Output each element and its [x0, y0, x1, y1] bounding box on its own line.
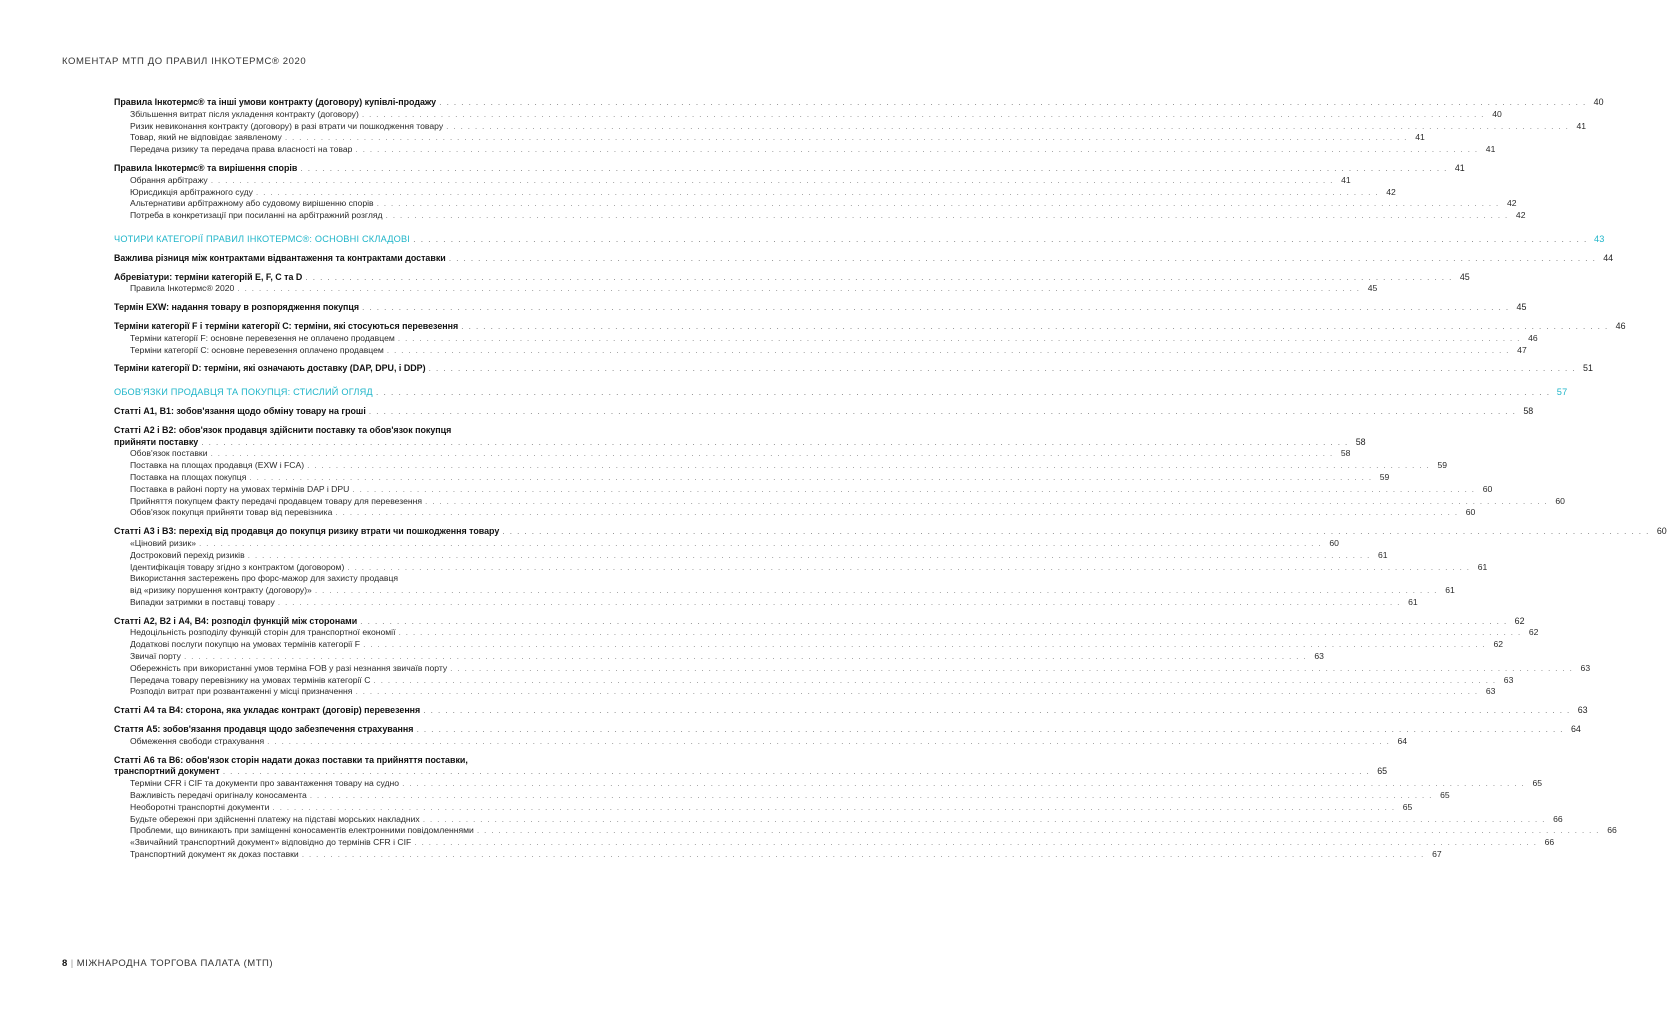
toc-entry-main[interactable]: [114, 705, 1588, 717]
toc-entry-title: Термін EXW: надання товару в розпорядження покупця: [114, 302, 360, 313]
dot-leader: [477, 825, 1600, 837]
toc-page-number: 42: [1386, 186, 1396, 197]
dot-leader: [502, 526, 1649, 538]
toc-entry-sub[interactable]: [114, 849, 1442, 861]
toc-entry-title: Обов'язок покупця прийняти товар від перевізника: [130, 507, 333, 518]
toc-entry-title: Обов'язок поставки: [130, 448, 208, 459]
toc-entry-title: Правила Інкотермс® та інші умови контракту (договору) купівлі-продажу: [114, 97, 437, 107]
toc-page-number: 63: [1503, 674, 1514, 685]
toc-entry-sub[interactable]: [114, 174, 1351, 187]
dot-leader: [285, 132, 1408, 144]
toc-entry-title: Товар, який не відповідає заявленому: [130, 132, 282, 143]
dot-leader: [302, 849, 1425, 861]
toc-entry-sub[interactable]: [114, 483, 1493, 496]
toc-entry-main[interactable]: [114, 755, 614, 767]
toc-page-number: 60: [1482, 483, 1493, 494]
toc-page-number: 60: [1555, 495, 1565, 506]
toc-entry-title: Терміни категорії C: основне перевезення оплачено продавцем: [130, 344, 384, 355]
toc-entry-title: Використання застережень про форс-мажор для захисту продавця: [130, 573, 399, 584]
toc-page-number: 42: [1506, 198, 1517, 209]
dot-leader: [300, 163, 1447, 175]
dot-leader: [439, 97, 1586, 109]
toc-entry-title: прийняти поставку: [114, 436, 199, 447]
toc-page-number: 63: [1580, 662, 1591, 673]
toc-entry-title: Будьте обережні при здійсненні платежу на підставі морських накладних: [130, 813, 420, 824]
toc-entry-title: Передача товару перевізнику на умовах термінів категорії C: [130, 674, 371, 685]
dot-leader: [223, 766, 1370, 778]
toc-entry-title: Статті А3 і В3: перехід від продавця до покупця ризику втрати чи пошкодження товару: [114, 526, 500, 537]
dot-leader: [211, 175, 1334, 187]
toc-page-number: 65: [1532, 778, 1542, 789]
toc-entry-sub[interactable]: [114, 561, 1488, 574]
dot-leader: [315, 585, 1438, 597]
toc-page-number: 61: [1408, 596, 1418, 607]
toc-entry-title: Важлива різниця між контрактами відвантаження та контрактами доставки: [114, 252, 446, 263]
toc-page-number: 41: [1341, 174, 1351, 185]
toc-entry-title: Ризик невиконання контракту (договору) в разі втрати чи пошкодження товару: [130, 120, 444, 131]
toc-entry-title: Збільшення витрат після укладення контракту (договору): [130, 108, 359, 119]
toc-entry-title: Правила Інкотермс® та вирішення спорів: [114, 162, 298, 173]
toc-entry-title: Терміни категорії F і терміни категорії C: терміни, які стосуються перевезення: [114, 320, 459, 331]
toc-entry-chapter[interactable]: [114, 387, 1568, 399]
toc-entry-sub[interactable]: [114, 448, 1351, 460]
toc-page-number: 41: [1415, 132, 1425, 143]
toc-entry-sub[interactable]: [114, 778, 1542, 790]
toc-entry-title: Альтернативи арбітражному або судовому вирішенню спорів: [130, 198, 374, 209]
toc-entry-title: Статті А2, В2 і А4, В4: розподіл функцій між сторонами: [114, 615, 358, 626]
dot-leader: [402, 778, 1525, 790]
toc-entry-title: Терміни категорії F: основне перевезення не оплачено продавцем: [130, 332, 395, 343]
toc-entry-title: Ідентифікація товару згідно з контрактом (договором): [130, 561, 345, 572]
toc-entry-sub[interactable]: [114, 132, 1425, 144]
table-of-contents: [114, 97, 1667, 861]
dot-leader: [335, 507, 1458, 519]
dot-leader: [363, 639, 1486, 651]
toc-entry-sub[interactable]: [114, 144, 1496, 156]
toc-page-number: 66: [1607, 825, 1617, 836]
toc-page-number: 46: [1528, 332, 1538, 343]
toc-entry-sub[interactable]: [114, 573, 614, 585]
toc-page-number: 61: [1378, 549, 1388, 560]
toc-entry-sub[interactable]: [114, 507, 1476, 519]
toc-page-number: 62: [1528, 627, 1539, 638]
dot-leader: [416, 724, 1563, 736]
toc-page-number: 61: [1477, 561, 1488, 572]
dot-leader: [347, 562, 1470, 574]
publisher-name: МІЖНАРОДНА ТОРГОВА ПАЛАТА (МТП): [76, 958, 274, 969]
dot-leader: [248, 550, 1371, 562]
dot-leader: [423, 814, 1546, 826]
toc-entry-title: Прийняття покупцем факту передачі продавцем товару для перевезення: [130, 495, 423, 506]
toc-entry-title: Стаття А5: зобов'язання продавця щодо забезпечення страхування: [114, 724, 414, 735]
toc-entry-sub[interactable]: [114, 537, 1339, 550]
toc-page-number: 44: [1603, 252, 1614, 263]
toc-entry-sub[interactable]: [114, 627, 1539, 639]
toc-page-number: 66: [1553, 813, 1563, 824]
dot-leader: [373, 675, 1496, 687]
toc-entry-sub[interactable]: [114, 686, 1496, 698]
dot-leader: [423, 705, 1570, 717]
toc-page-number: 57: [1556, 387, 1568, 398]
toc-entry-title: ОБОВ'ЯЗКИ ПРОДАВЦЯ ТА ПОКУПЦЯ: СТИСЛИЙ ОГЛЯД: [114, 387, 373, 398]
toc-page-number: 65: [1402, 801, 1413, 812]
toc-entry-main[interactable]: [114, 271, 1470, 284]
toc-entry-sub[interactable]: [114, 651, 1324, 663]
toc-entry-title: Випадки затримки в поставці товару: [130, 596, 275, 607]
toc-page-number: 47: [1517, 344, 1527, 355]
toc-entry-title: Додаткові послуги покупцю на умовах термінів категорії F: [130, 639, 361, 650]
toc-entry-sub[interactable]: [114, 210, 1526, 222]
toc-entry-sub[interactable]: [114, 813, 1563, 826]
toc-page-number: 64: [1397, 735, 1408, 746]
toc-page-number: 65: [1377, 766, 1388, 777]
toc-entry-title: Звичаї порту: [130, 651, 181, 662]
toc-entry-title: Розподіл витрат при розвантаженні у місці призначення: [130, 686, 353, 697]
toc-entry-sub[interactable]: [114, 344, 1527, 357]
toc-entry-sub[interactable]: [114, 471, 1390, 484]
dot-leader: [267, 736, 1390, 748]
dot-leader: [272, 802, 1395, 814]
dot-leader: [305, 272, 1452, 284]
toc-entry-sub[interactable]: [114, 585, 1455, 597]
toc-entry-sub[interactable]: [114, 674, 1514, 687]
toc-entry-title: Терміни CFR і CIF та документи про завантаження товару на судно: [130, 778, 400, 789]
footer-separator: |: [70, 958, 74, 969]
toc-page-number: 59: [1379, 471, 1390, 482]
dot-leader: [184, 651, 1307, 663]
toc-page-number: 43: [1594, 233, 1605, 244]
toc-entry-main[interactable]: [114, 766, 1388, 778]
running-header: КОМЕНТАР МТП ДО ПРАВИЛ ІНКОТЕРМС® 2020: [62, 56, 307, 67]
toc-entry-title: Необоротні транспортні документи: [130, 801, 270, 812]
dot-leader: [387, 345, 1510, 357]
toc-page-number: 62: [1514, 615, 1525, 626]
dot-leader: [310, 790, 1433, 802]
toc-entry-title: Обережність при використанні умов терміна FOB у разі незнання звичаїв порту: [130, 662, 448, 673]
dot-leader: [237, 283, 1360, 295]
toc-page-number: 65: [1440, 790, 1450, 801]
toc-entry-title: Обрання арбітражу: [130, 174, 208, 185]
toc-page-number: 63: [1577, 705, 1588, 716]
toc-entry-title: Статті А4 та В4: сторона, яка укладає контракт (договір) перевезення: [114, 705, 421, 716]
toc-entry-main[interactable]: [114, 363, 1593, 375]
toc-page-number: 62: [1493, 639, 1503, 650]
toc-entry-title: транспортний документ: [114, 766, 220, 777]
toc-entry-title: Недоцільність розподілу функцій сторін для транспортної економії: [130, 627, 396, 638]
page-footer: [62, 958, 273, 969]
toc-page-number: 51: [1583, 363, 1593, 374]
dot-leader: [450, 663, 1573, 675]
toc-entry-title: від «ризику порушення контракту (договору)»: [130, 585, 312, 596]
dot-leader: [360, 616, 1507, 628]
toc-entry-sub[interactable]: [114, 596, 1418, 609]
dot-leader: [386, 210, 1509, 222]
toc-entry-sub[interactable]: [114, 332, 1538, 345]
toc-entry-main[interactable]: [114, 724, 1581, 736]
toc-entry-title: Поставка на площах продавця (EXW і FCA): [130, 460, 305, 471]
toc-page-number: 45: [1459, 271, 1470, 282]
dot-leader: [369, 406, 1516, 418]
dot-leader: [307, 460, 1430, 472]
dot-leader: [201, 437, 1348, 449]
toc-entry-sub[interactable]: [114, 790, 1450, 802]
toc-entry-sub[interactable]: [114, 460, 1447, 472]
toc-entry-sub[interactable]: [114, 198, 1517, 210]
toc-entry-sub[interactable]: [114, 662, 1591, 675]
toc-entry-chapter[interactable]: [114, 233, 1605, 246]
toc-entry-sub[interactable]: [114, 283, 1378, 295]
toc-entry-sub[interactable]: [114, 495, 1565, 508]
dot-leader: [461, 321, 1608, 333]
dot-leader: [425, 496, 1548, 508]
toc-page-number: 60: [1329, 537, 1339, 548]
toc-entry-sub[interactable]: [114, 825, 1617, 837]
toc-entry-sub[interactable]: [114, 735, 1408, 748]
toc-entry-main[interactable]: [114, 526, 1667, 538]
toc-entry-sub[interactable]: [114, 186, 1396, 199]
toc-page-number: 60: [1465, 507, 1476, 518]
toc-entry-main[interactable]: [114, 97, 1604, 109]
toc-entry-main[interactable]: [114, 436, 1366, 449]
toc-entry-title: Обмеження свободи страхування: [130, 735, 265, 746]
dot-leader: [355, 144, 1478, 156]
toc-page-number: 58: [1340, 448, 1351, 459]
toc-entry-main[interactable]: [114, 252, 1614, 265]
dot-leader: [362, 109, 1485, 121]
dot-leader: [352, 484, 1475, 496]
toc-entry-main[interactable]: [114, 162, 1465, 175]
toc-entry-sub[interactable]: [114, 108, 1502, 121]
dot-leader: [199, 538, 1322, 550]
toc-page-number: 59: [1437, 460, 1447, 471]
dot-leader: [249, 472, 1372, 484]
dot-leader: [398, 627, 1521, 639]
toc-page-number: 63: [1314, 651, 1324, 662]
dot-leader: [362, 302, 1509, 314]
toc-page-number: 41: [1485, 144, 1496, 155]
toc-entry-title: Статті А6 та В6: обов'язок сторін надати доказ поставки та прийняття поставки,: [114, 754, 468, 765]
toc-page-number: 45: [1516, 302, 1527, 313]
toc-page-number: 46: [1615, 320, 1626, 331]
dot-leader: [278, 597, 1401, 609]
dot-leader: [377, 198, 1500, 210]
dot-leader: [211, 448, 1334, 460]
toc-page-number: 63: [1485, 686, 1496, 697]
toc-entry-title: Статті А1, В1: зобов'язання щодо обміну товару на гроші: [114, 405, 366, 416]
toc-entry-title: Потреба в конкретизації при посиланні на арбітражний розгляд: [130, 210, 383, 221]
toc-page-number: 67: [1432, 849, 1442, 860]
toc-entry-title: Достроковий перехід ризиків: [130, 549, 245, 560]
toc-page-number: 42: [1515, 210, 1526, 221]
toc-page-number: 60: [1656, 526, 1667, 537]
toc-page-number: 66: [1544, 837, 1555, 848]
toc-entry-main[interactable]: [114, 320, 1626, 333]
toc-entry-title: Проблеми, що виникають при заміщенні коносаментів електронними повідомленнями: [130, 825, 474, 836]
toc-entry-main[interactable]: [114, 302, 1527, 314]
toc-entry-title: Юрисдикція арбітражного суду: [130, 186, 253, 197]
toc-entry-sub[interactable]: [114, 639, 1503, 651]
toc-entry-main[interactable]: [114, 405, 1534, 418]
toc-entry-sub[interactable]: [114, 120, 1587, 133]
toc-page-number: 58: [1523, 405, 1534, 416]
toc-page-number: 58: [1355, 436, 1366, 447]
toc-entry-main[interactable]: [114, 615, 1525, 628]
dot-leader: [446, 121, 1569, 133]
toc-entry-sub[interactable]: [114, 801, 1413, 814]
toc-entry-title: Статті А2 і В2: обов'язок продавця здійснити поставку та обов'язок покупця: [114, 424, 452, 435]
dot-leader: [429, 363, 1576, 375]
toc-entry-title: Поставка в районі порту на умовах термінів DAP і DPU: [130, 483, 350, 494]
toc-page-number: 45: [1367, 283, 1378, 294]
toc-page-number: 41: [1576, 120, 1587, 131]
dot-leader: [449, 253, 1596, 265]
toc-entry-title: Правила Інкотермс® 2020: [130, 283, 235, 294]
dot-leader: [355, 686, 1478, 698]
toc-page-number: 41: [1454, 162, 1465, 173]
dot-leader: [256, 187, 1379, 199]
dot-leader: [376, 387, 1551, 399]
toc-entry-title: Транспортний документ як доказ поставки: [130, 849, 299, 860]
dot-leader: [413, 234, 1588, 246]
toc-entry-main[interactable]: [114, 425, 614, 437]
toc-entry-title: ЧОТИРИ КАТЕГОРІЇ ПРАВИЛ ІНКОТЕРМС®: ОСНОВНІ СКЛАДОВІ: [114, 233, 411, 244]
toc-page-number: 40: [1492, 108, 1502, 119]
dot-leader: [414, 837, 1537, 849]
toc-page-number: 61: [1445, 585, 1455, 596]
toc-entry-title: Важливість передачі оригіналу коносамента: [130, 790, 307, 801]
toc-entry-sub[interactable]: [114, 837, 1555, 849]
toc-entry-title: Терміни категорії D: терміни, які означають доставку (DAP, DPU, і DDP): [114, 363, 426, 374]
toc-entry-title: Передача ризику та передача права власності на товар: [130, 144, 353, 155]
toc-entry-title: Поставка на площах покупця: [130, 471, 247, 482]
toc-entry-title: Абревіатури: терміни категорій E, F, C та D: [114, 271, 303, 282]
page-number: 8: [62, 958, 68, 969]
toc-entry-title: «Ціновий ризик»: [130, 537, 196, 548]
toc-page-number: 40: [1593, 97, 1604, 107]
dot-leader: [398, 333, 1521, 345]
toc-page-number: 64: [1570, 724, 1581, 735]
toc-entry-sub[interactable]: [114, 549, 1388, 562]
toc-entry-title: «Звичайний транспортний документ» відповідно до термінів CFR і CIF: [130, 837, 412, 848]
